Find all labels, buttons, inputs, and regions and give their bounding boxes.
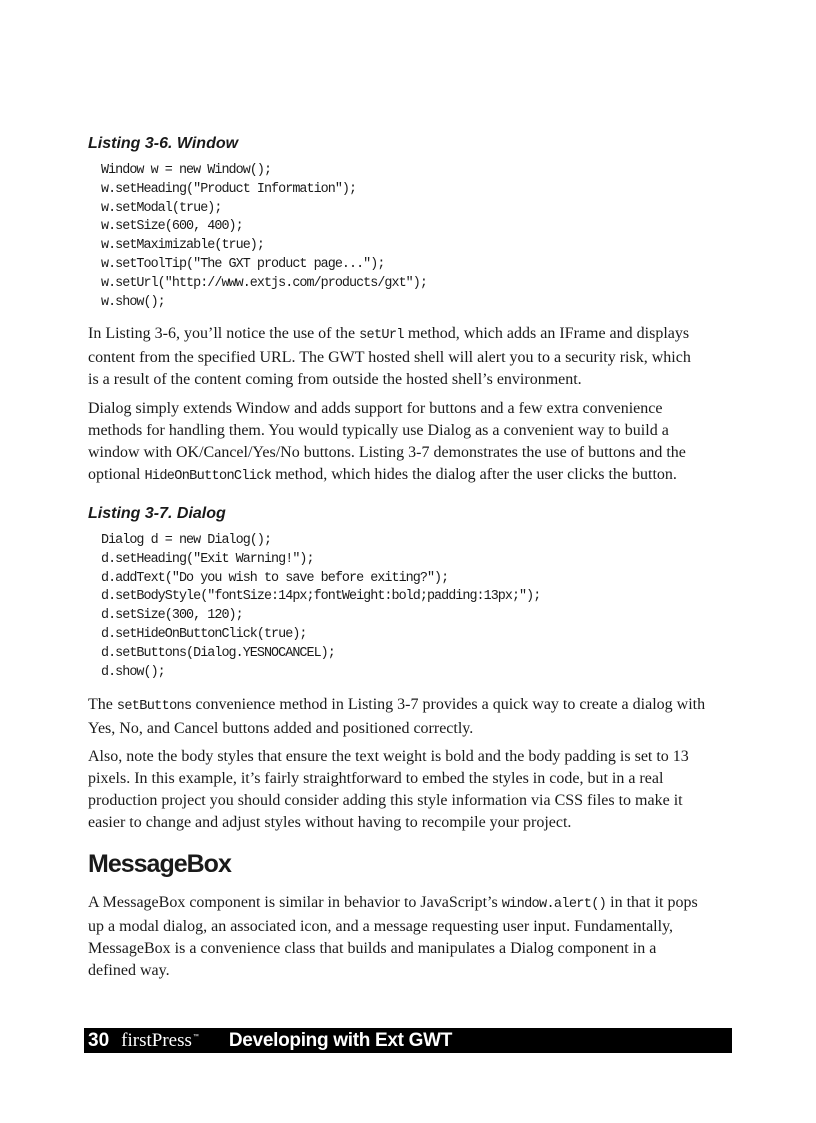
code-line: d.setHeading("Exit Warning!"); bbox=[101, 551, 314, 567]
paragraph-messagebox: A MessageBox component is similar in behavior to JavaScript’s window.alert() in that it pops up a modal dialog, an associated icon, and a message requesting user input. Fundamentally, MessageBox is a convenience class that builds and manipulates a Dialog component in a defined way. bbox=[88, 894, 698, 979]
code-line: w.setMaximizable(true); bbox=[101, 238, 264, 254]
publisher-logo: firstPress™ bbox=[121, 1029, 199, 1051]
code-line: w.show(); bbox=[101, 294, 165, 310]
code-line: d.setSize(300, 120); bbox=[101, 608, 243, 624]
inline-code: window.alert() bbox=[501, 897, 607, 912]
inline-code: setButtons bbox=[116, 699, 192, 714]
section-heading-messagebox: MessageBox bbox=[88, 850, 231, 878]
code-line: w.setModal(true); bbox=[101, 200, 222, 216]
page-footer bbox=[84, 1028, 732, 1053]
code-line: d.setBodyStyle("fontSize:14px;fontWeight:bold;padding:13px;"); bbox=[101, 589, 541, 605]
code-line: d.show(); bbox=[101, 664, 165, 680]
paragraph-seturl: In Listing 3-6, you’ll notice the use of the setUrl method, which adds an IFrame and displays content from the specified URL. The GWT hosted shell will alert you to a security risk, which is a result of the content coming from outside the hosted shell’s environment. bbox=[88, 325, 691, 388]
paragraph-body-styles: Also, note the body styles that ensure the text weight is bold and the body padding is set to 13 pixels. In this example, it’s fairly straightforward to embed the styles in code, but in a real production project you should consider adding this style information via CSS files to make it easier to change and adjust styles without having to recompile your project. bbox=[88, 748, 689, 831]
inline-code: setUrl bbox=[359, 328, 404, 343]
code-line: d.addText("Do you wish to save before exiting?"); bbox=[101, 570, 449, 586]
listing-3-6-title: Listing 3-6. Window bbox=[88, 135, 239, 152]
code-line: d.setHideOnButtonClick(true); bbox=[101, 626, 307, 642]
code-line: Window w = new Window(); bbox=[101, 163, 272, 178]
paragraph-dialog: Dialog simply extends Window and adds support for buttons and a few extra convenience methods for handling them. You would typically use Dialog as a convenient way to build a window with OK/Cancel/Yes/No buttons. Listing 3-7 demonstrates the use of buttons and the optional HideOnButtonClick method, which hides the dialog after the user clicks the button. bbox=[88, 400, 686, 484]
listing-3-7-code bbox=[101, 532, 540, 682]
code-line: w.setUrl("http://www.extjs.com/products/gxt"); bbox=[101, 275, 427, 291]
inline-code: HideOnButtonClick bbox=[144, 469, 272, 484]
listing-3-6-code bbox=[101, 162, 427, 312]
paragraph-setbuttons: The setButtons convenience method in Listing 3-7 provides a quick way to create a dialog with Yes, No, and Cancel buttons added and positioned correctly. bbox=[88, 696, 706, 737]
code-line: w.setHeading("Product Information"); bbox=[101, 181, 357, 197]
code-line: Dialog d = new Dialog(); bbox=[101, 533, 272, 548]
code-line: w.setToolTip("The GXT product page..."); bbox=[101, 256, 385, 272]
code-line: w.setSize(600, 400); bbox=[101, 219, 243, 235]
listing-3-7-title: Listing 3-7. Dialog bbox=[88, 505, 226, 522]
page-number: 30 bbox=[88, 1029, 110, 1051]
book-title: Developing with Ext GWT bbox=[228, 1029, 453, 1051]
code-line: d.setButtons(Dialog.YESNOCANCEL); bbox=[101, 645, 335, 661]
